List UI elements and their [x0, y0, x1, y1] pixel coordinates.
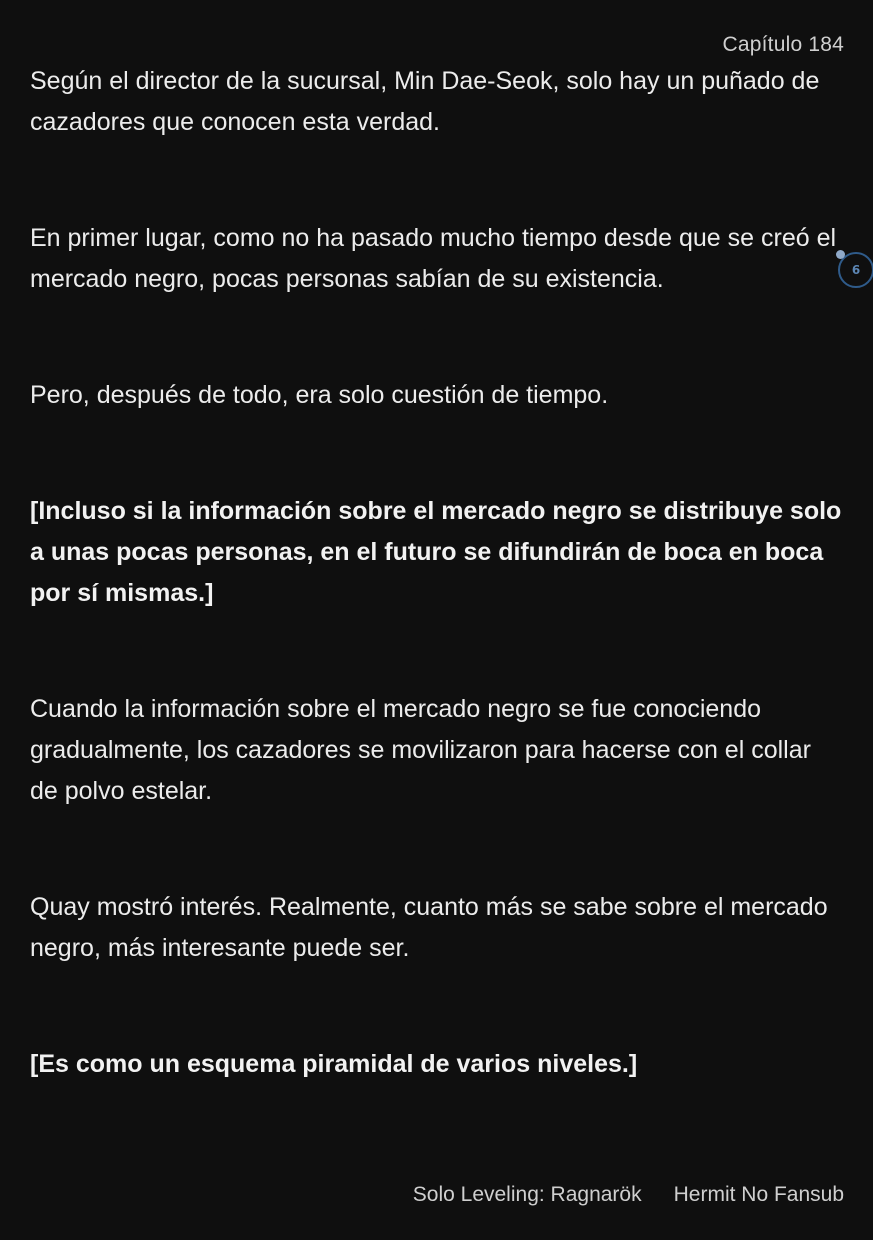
series-title: Solo Leveling: Ragnarök: [412, 1183, 642, 1206]
chapter-text: [30, 61, 845, 1085]
system-message: [Incluso si la información sobre el mercado negro se distribuye solo a unas pocas personas, en el futuro se difundirán de boca en boca por sí mismas.]: [30, 497, 842, 607]
paragraph: Según el director de la sucursal, Min Dae-Seok, solo hay un puñado de cazadores que conocen esta verdad.: [30, 67, 820, 136]
reading-progress-indicator[interactable]: [838, 252, 873, 288]
paragraph: Pero, después de todo, era solo cuestión de tiempo.: [30, 381, 609, 409]
footer: [413, 1183, 844, 1207]
paragraph: Cuando la información sobre el mercado negro se fue conociendo gradualmente, los cazadores se movilizaron para hacerse con el collar de polvo estelar.: [30, 695, 811, 805]
progress-value: 6: [851, 263, 861, 277]
translator-credit: Hermit No Fansub: [673, 1183, 844, 1206]
system-message: [Es como un esquema piramidal de varios niveles.]: [30, 1050, 638, 1078]
paragraph: En primer lugar, como no ha pasado mucho tiempo desde que se creó el mercado negro, pocas personas sabían de su existencia.: [30, 224, 837, 293]
paragraph: Quay mostró interés. Realmente, cuanto más se sabe sobre el mercado negro, más interesante puede ser.: [30, 893, 828, 962]
progress-dot-icon: [836, 250, 845, 259]
chapter-label: Capítulo 184: [722, 33, 844, 56]
